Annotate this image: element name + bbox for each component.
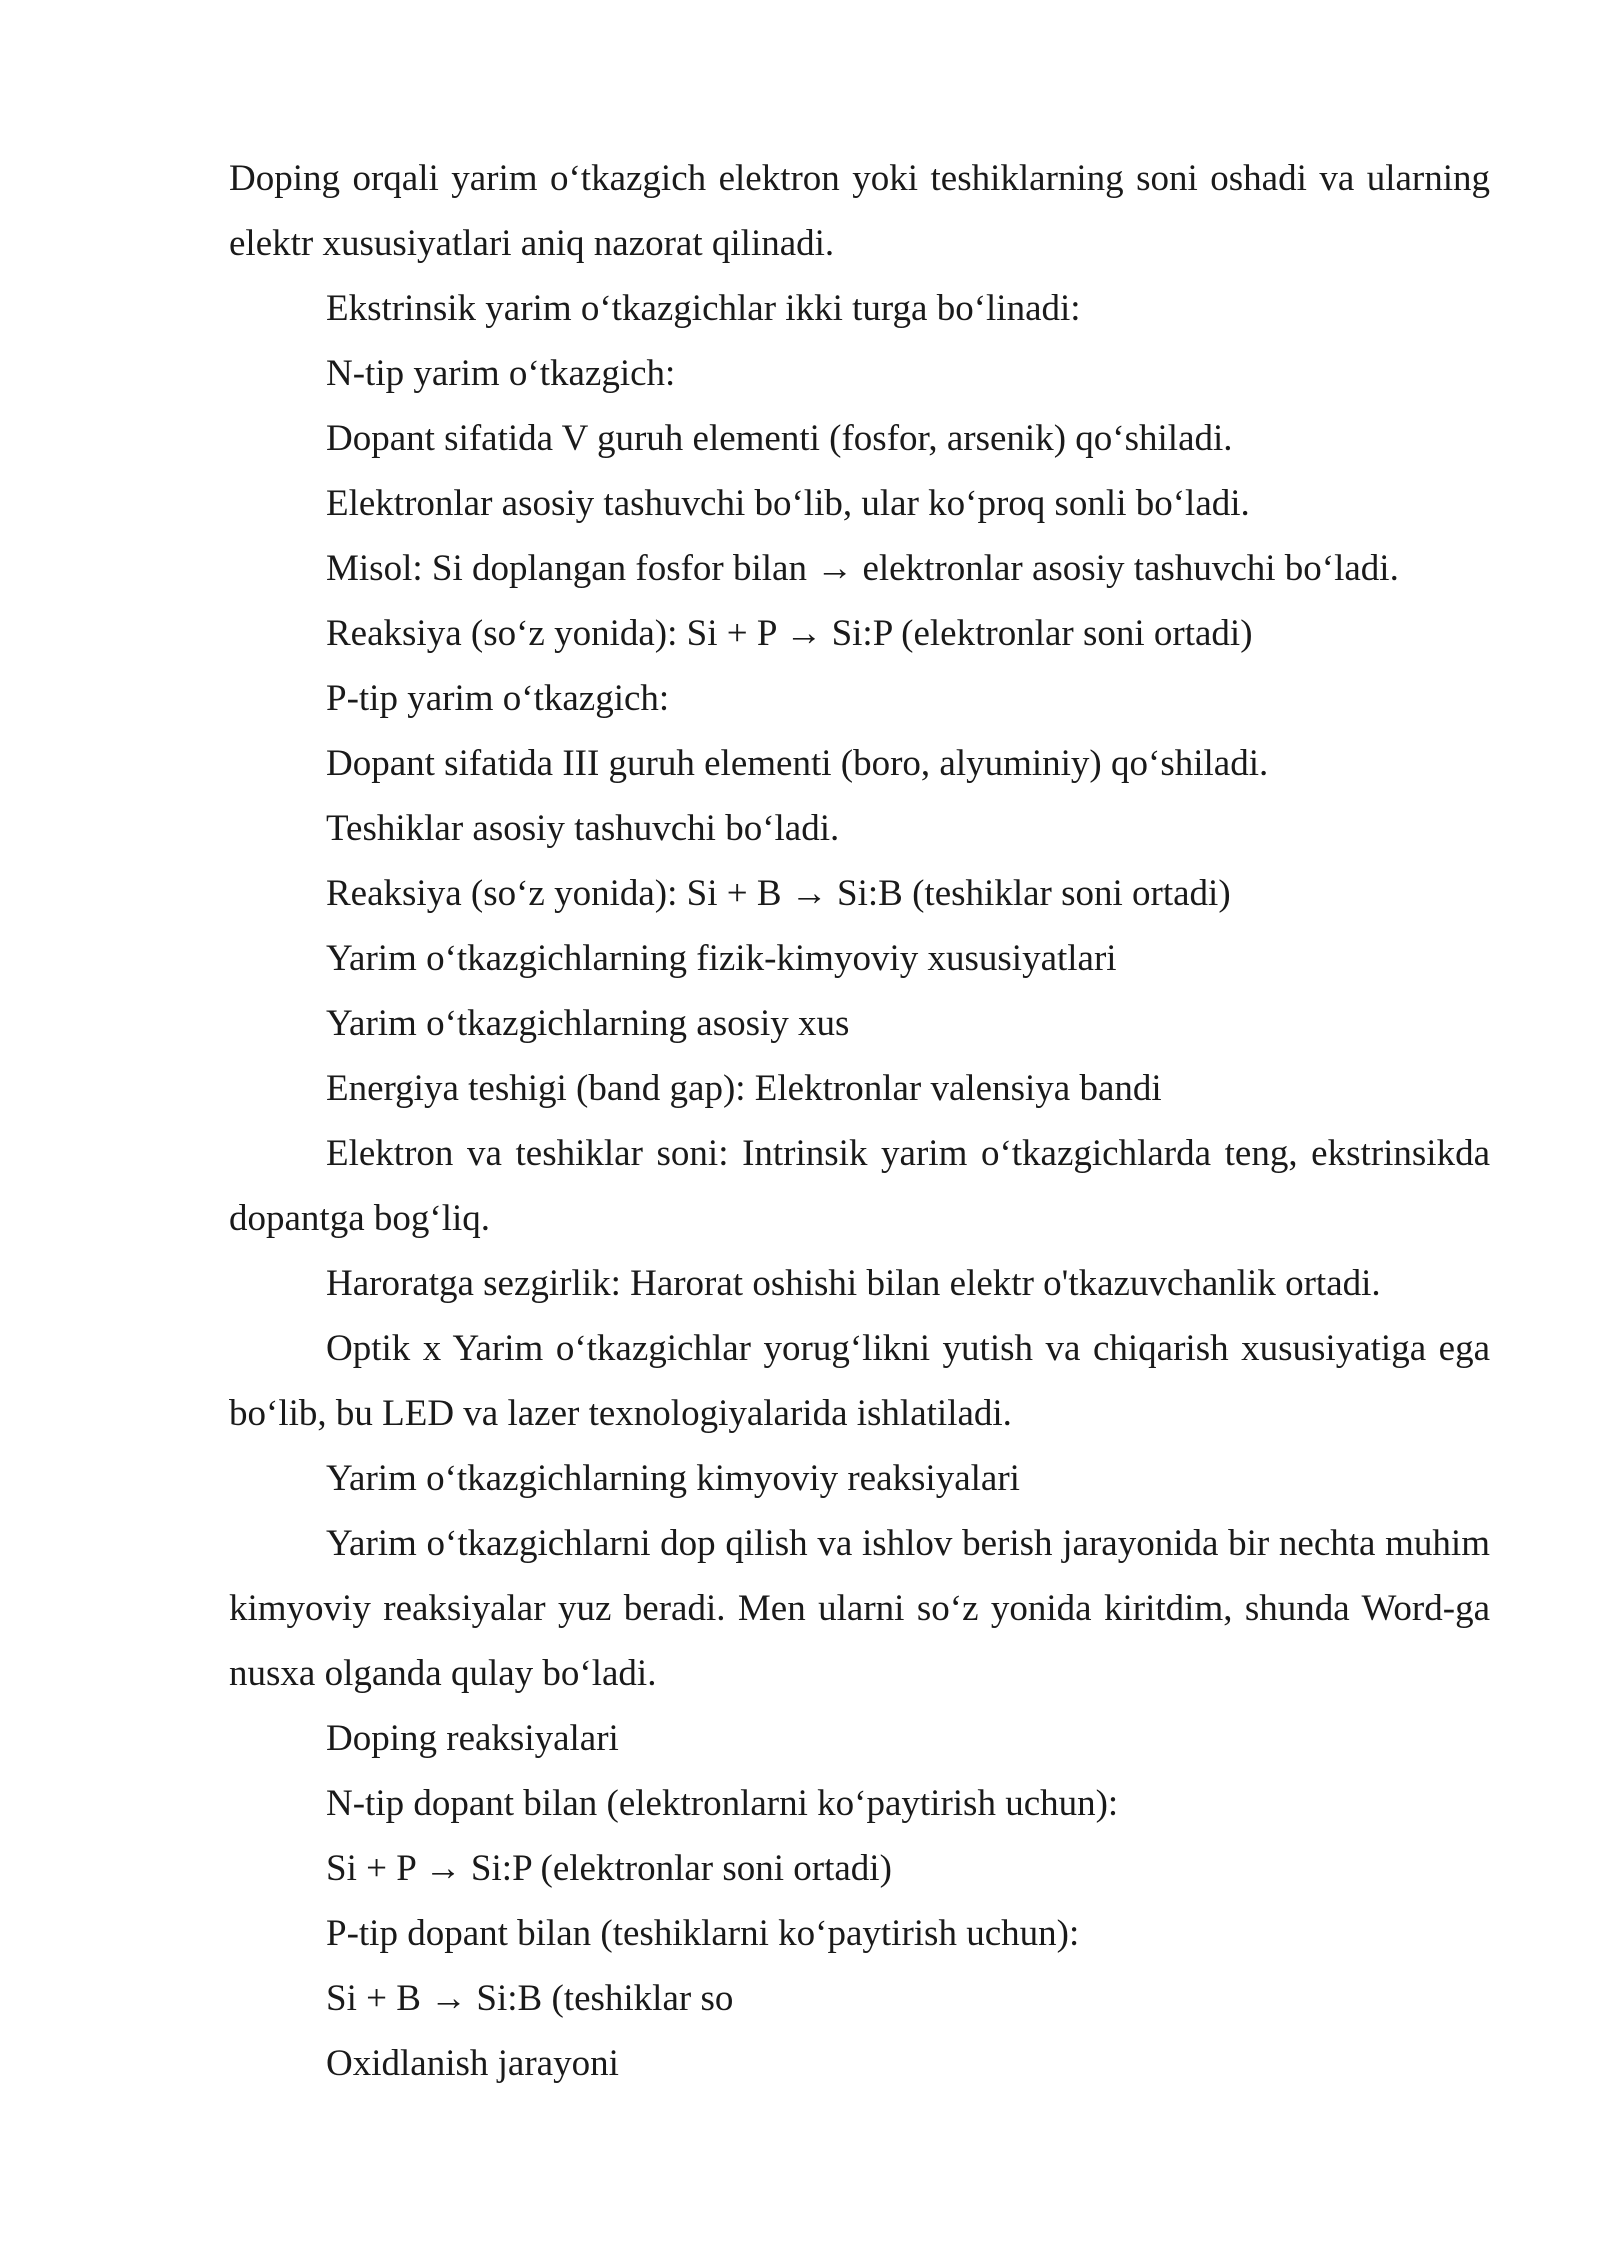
paragraph-temperature: Haroratga sezgirlik: Harorat oshishi bilan elektr o'tkazuvchanlik ortadi.	[326, 1263, 1381, 1304]
paragraph-doping-intro: Doping orqali yarim o‘tkazgich elektron yoki teshiklarning soni oshadi va ularning elektr xususiyatlari aniq nazorat qilinadi.	[229, 158, 1490, 264]
paragraph-main-properties: Yarim o‘tkazgichlarning asosiy xus	[326, 1003, 850, 1044]
paragraph-p-carriers: Teshiklar asosiy tashuvchi bo‘ladi.	[326, 808, 840, 849]
heading-n-type: N-tip yarim o‘tkazgich:	[326, 353, 676, 394]
paragraph-n-example: Misol: Si doplangan fosfor bilan → elektronlar asosiy tashuvchi bo‘ladi.	[326, 548, 1399, 589]
paragraph-n-reaction: Reaksiya (so‘z yonida): Si + P → Si:P (elektronlar soni ortadi)	[326, 613, 1253, 654]
paragraph-carrier-count: Elektron va teshiklar soni: Intrinsik yarim o‘tkazgichlarda teng, ekstrinsikda dopantga bog‘liq.	[229, 1133, 1490, 1239]
paragraph-optical: Optik x Yarim o‘tkazgichlar yorug‘likni yutish va chiqarish xususiyatiga ega bo‘lib, bu LED va lazer texnologiyalarida ishlatiladi.	[229, 1328, 1490, 1434]
paragraph-n-dopant-reaction-label: N-tip dopant bilan (elektronlarni ko‘paytirish uchun):	[326, 1783, 1119, 1824]
paragraph-n-dopant: Dopant sifatida V guruh elementi (fosfor, arsenik) qo‘shiladi.	[326, 418, 1233, 459]
equation-si-p: Si + P → Si:P (elektronlar soni ortadi)	[326, 1848, 892, 1889]
paragraph-extrinsic-types: Ekstrinsik yarim o‘tkazgichlar ikki turga bo‘linadi:	[326, 288, 1081, 329]
heading-chemical-reactions: Yarim o‘tkazgichlarning kimyoviy reaksiyalari	[326, 1458, 1020, 1499]
paragraph-p-dopant-reaction-label: P-tip dopant bilan (teshiklarni ko‘paytirish uchun):	[326, 1913, 1080, 1954]
heading-oxidation: Oxidlanish jarayoni	[326, 2043, 619, 2084]
paragraph-p-reaction: Reaksiya (so‘z yonida): Si + B → Si:B (teshiklar soni ortadi)	[326, 873, 1231, 914]
paragraph-reactions-intro: Yarim o‘tkazgichlarni dop qilish va ishlov berish jarayonida bir nechta muhim kimyoviy reaksiyalar yuz beradi. Men ularni so‘z yonida kiritdim, shunda Word-ga nusxa olganda qulay bo‘ladi.	[229, 1523, 1490, 1694]
paragraph-n-carriers: Elektronlar asosiy tashuvchi bo‘lib, ular ko‘proq sonli bo‘ladi.	[326, 483, 1250, 524]
paragraph-band-gap: Energiya teshigi (band gap): Elektronlar valensiya bandi	[326, 1068, 1162, 1109]
paragraph-p-dopant: Dopant sifatida III guruh elementi (boro, alyuminiy) qo‘shiladi.	[326, 743, 1269, 784]
equation-si-b: Si + B → Si:B (teshiklar so	[326, 1978, 734, 2019]
heading-p-type: P-tip yarim o‘tkazgich:	[326, 678, 670, 719]
heading-doping-reactions: Doping reaksiyalari	[326, 1718, 619, 1759]
heading-properties: Yarim o‘tkazgichlarning fizik-kimyoviy xususiyatlari	[326, 938, 1117, 979]
